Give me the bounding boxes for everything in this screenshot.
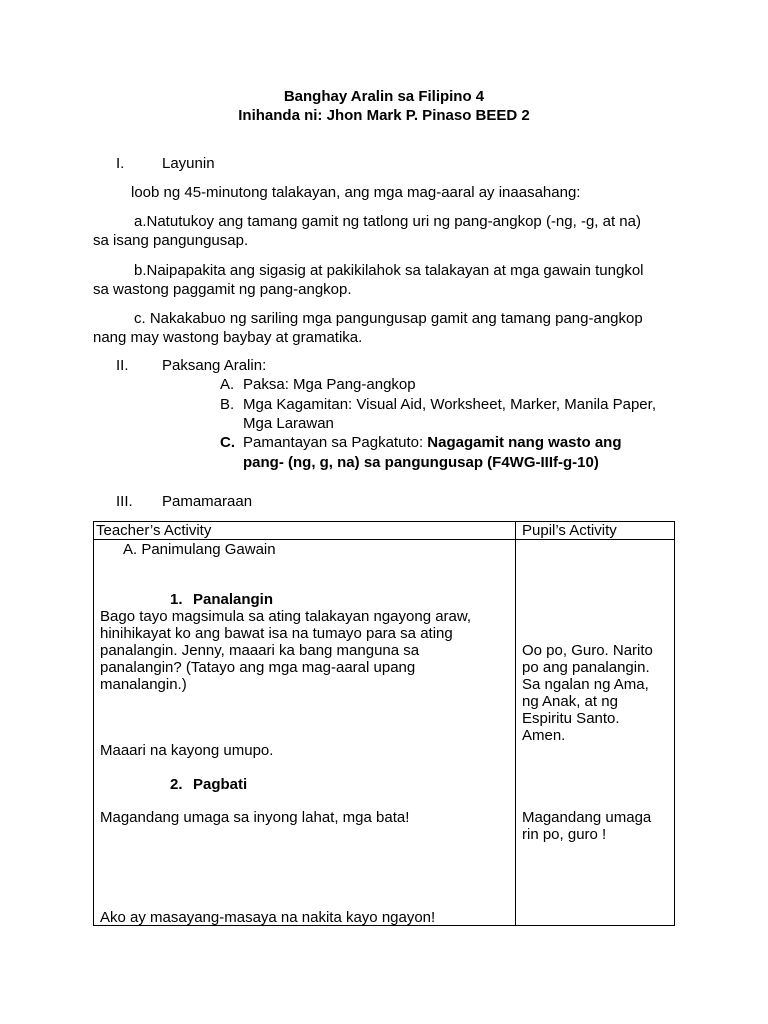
- pupil-greeting-line: Magandang umaga: [522, 809, 652, 826]
- pupil-response-line: po ang panalangin.: [522, 659, 650, 676]
- section3-heading: Pamamaraan: [162, 493, 253, 510]
- step1-number: 1.: [170, 591, 183, 608]
- item-c-marker: C.: [220, 434, 235, 451]
- part-a-heading: A. Panimulang Gawain: [123, 541, 276, 558]
- section2-heading: Paksang Aralin:: [162, 357, 267, 374]
- teacher-activity-cell: [94, 540, 516, 926]
- section3-numeral: III.: [116, 493, 133, 510]
- item-c-line1: [243, 434, 622, 451]
- section2-numeral: II.: [116, 357, 129, 374]
- greeting-text: Magandang umaga sa inyong lahat, mga bata!: [100, 809, 410, 826]
- prepared-by: Inihanda ni: Jhon Mark P. Pinaso BEED 2: [238, 107, 530, 124]
- happy-text: Ako ay masayang-masaya na nakita kayo ngayon!: [100, 909, 436, 926]
- teacher-header-cell: [94, 522, 516, 540]
- pupil-response-line: ng Anak, at ng: [522, 693, 618, 710]
- table-header-row: [94, 522, 675, 540]
- item-b-line2: Mga Larawan: [243, 415, 334, 432]
- item-c-standard-part1: Nagagamit nang wasto ang: [427, 434, 622, 451]
- pupil-response-line: Espiritu Santo.: [522, 710, 620, 727]
- activity-table: [93, 521, 675, 926]
- item-a-text: Paksa: Mga Pang-angkop: [243, 376, 416, 393]
- objective-c-line2: nang may wastong baybay at gramatika.: [93, 329, 363, 346]
- teacher-activity-header: Teacher’s Activity: [96, 522, 212, 539]
- pupil-activity-cell: [516, 540, 675, 926]
- objective-a-line2: sa isang pangungusap.: [93, 232, 249, 249]
- step2-number: 2.: [170, 776, 183, 793]
- document-title: Banghay Aralin sa Filipino 4: [283, 88, 485, 105]
- step1-line: hinihikayat ko ang bawat isa na tumayo para sa ating: [100, 625, 453, 642]
- item-c-label: Pamantayan sa Pagkatuto:: [243, 434, 428, 451]
- step1-line: panalangin? (Tatayo ang mga mag-aaral upang: [100, 659, 416, 676]
- section1-numeral: I.: [116, 155, 125, 172]
- pupil-response-line: Oo po, Guro. Narito: [522, 642, 653, 659]
- table-row: [94, 540, 675, 926]
- sit-down-text: Maaari na kayong umupo.: [100, 742, 274, 759]
- step1-title: Panalangin: [193, 591, 274, 608]
- pupil-greeting-line: rin po, guro !: [522, 826, 607, 843]
- pupil-activity-header: Pupil’s Activity: [522, 522, 617, 539]
- pupil-response-line: Amen.: [522, 727, 566, 744]
- pupil-response-line: Sa ngalan ng Ama,: [522, 676, 649, 693]
- step2-title: Pagbati: [193, 776, 248, 793]
- step1-line: panalangin. Jenny, maaari ka bang manguna sa: [100, 642, 420, 659]
- item-b-marker: B.: [220, 396, 235, 413]
- item-b-line1: Mga Kagamitan: Visual Aid, Worksheet, Marker, Manila Paper,: [243, 396, 656, 413]
- step1-line: manalangin.): [100, 676, 187, 693]
- objectives-intro: loob ng 45-minutong talakayan, ang mga mag-aaral ay inaasahang:: [131, 184, 581, 201]
- objective-b-line2: sa wastong paggamit ng pang-angkop.: [93, 281, 352, 298]
- item-c-standard-part2: pang- (ng, g, na) sa pangungusap (F4WG-IIIf-g-10): [243, 454, 599, 471]
- section1-heading: Layunin: [162, 155, 215, 172]
- objective-b-line1: b.Naipapakita ang sigasig at pakikilahok sa talakayan at mga gawain tungkol: [134, 262, 644, 279]
- objective-c-line1: c. Nakakabuo ng sariling mga pangungusap gamit ang tamang pang-angkop: [134, 310, 643, 327]
- item-a-marker: A.: [220, 376, 235, 393]
- step1-line: Bago tayo magsimula sa ating talakayan ngayong araw,: [100, 608, 472, 625]
- pupil-header-cell: [516, 522, 675, 540]
- objective-a-line1: a.Natutukoy ang tamang gamit ng tatlong uri ng pang-angkop (-ng, -g, at na): [134, 213, 641, 230]
